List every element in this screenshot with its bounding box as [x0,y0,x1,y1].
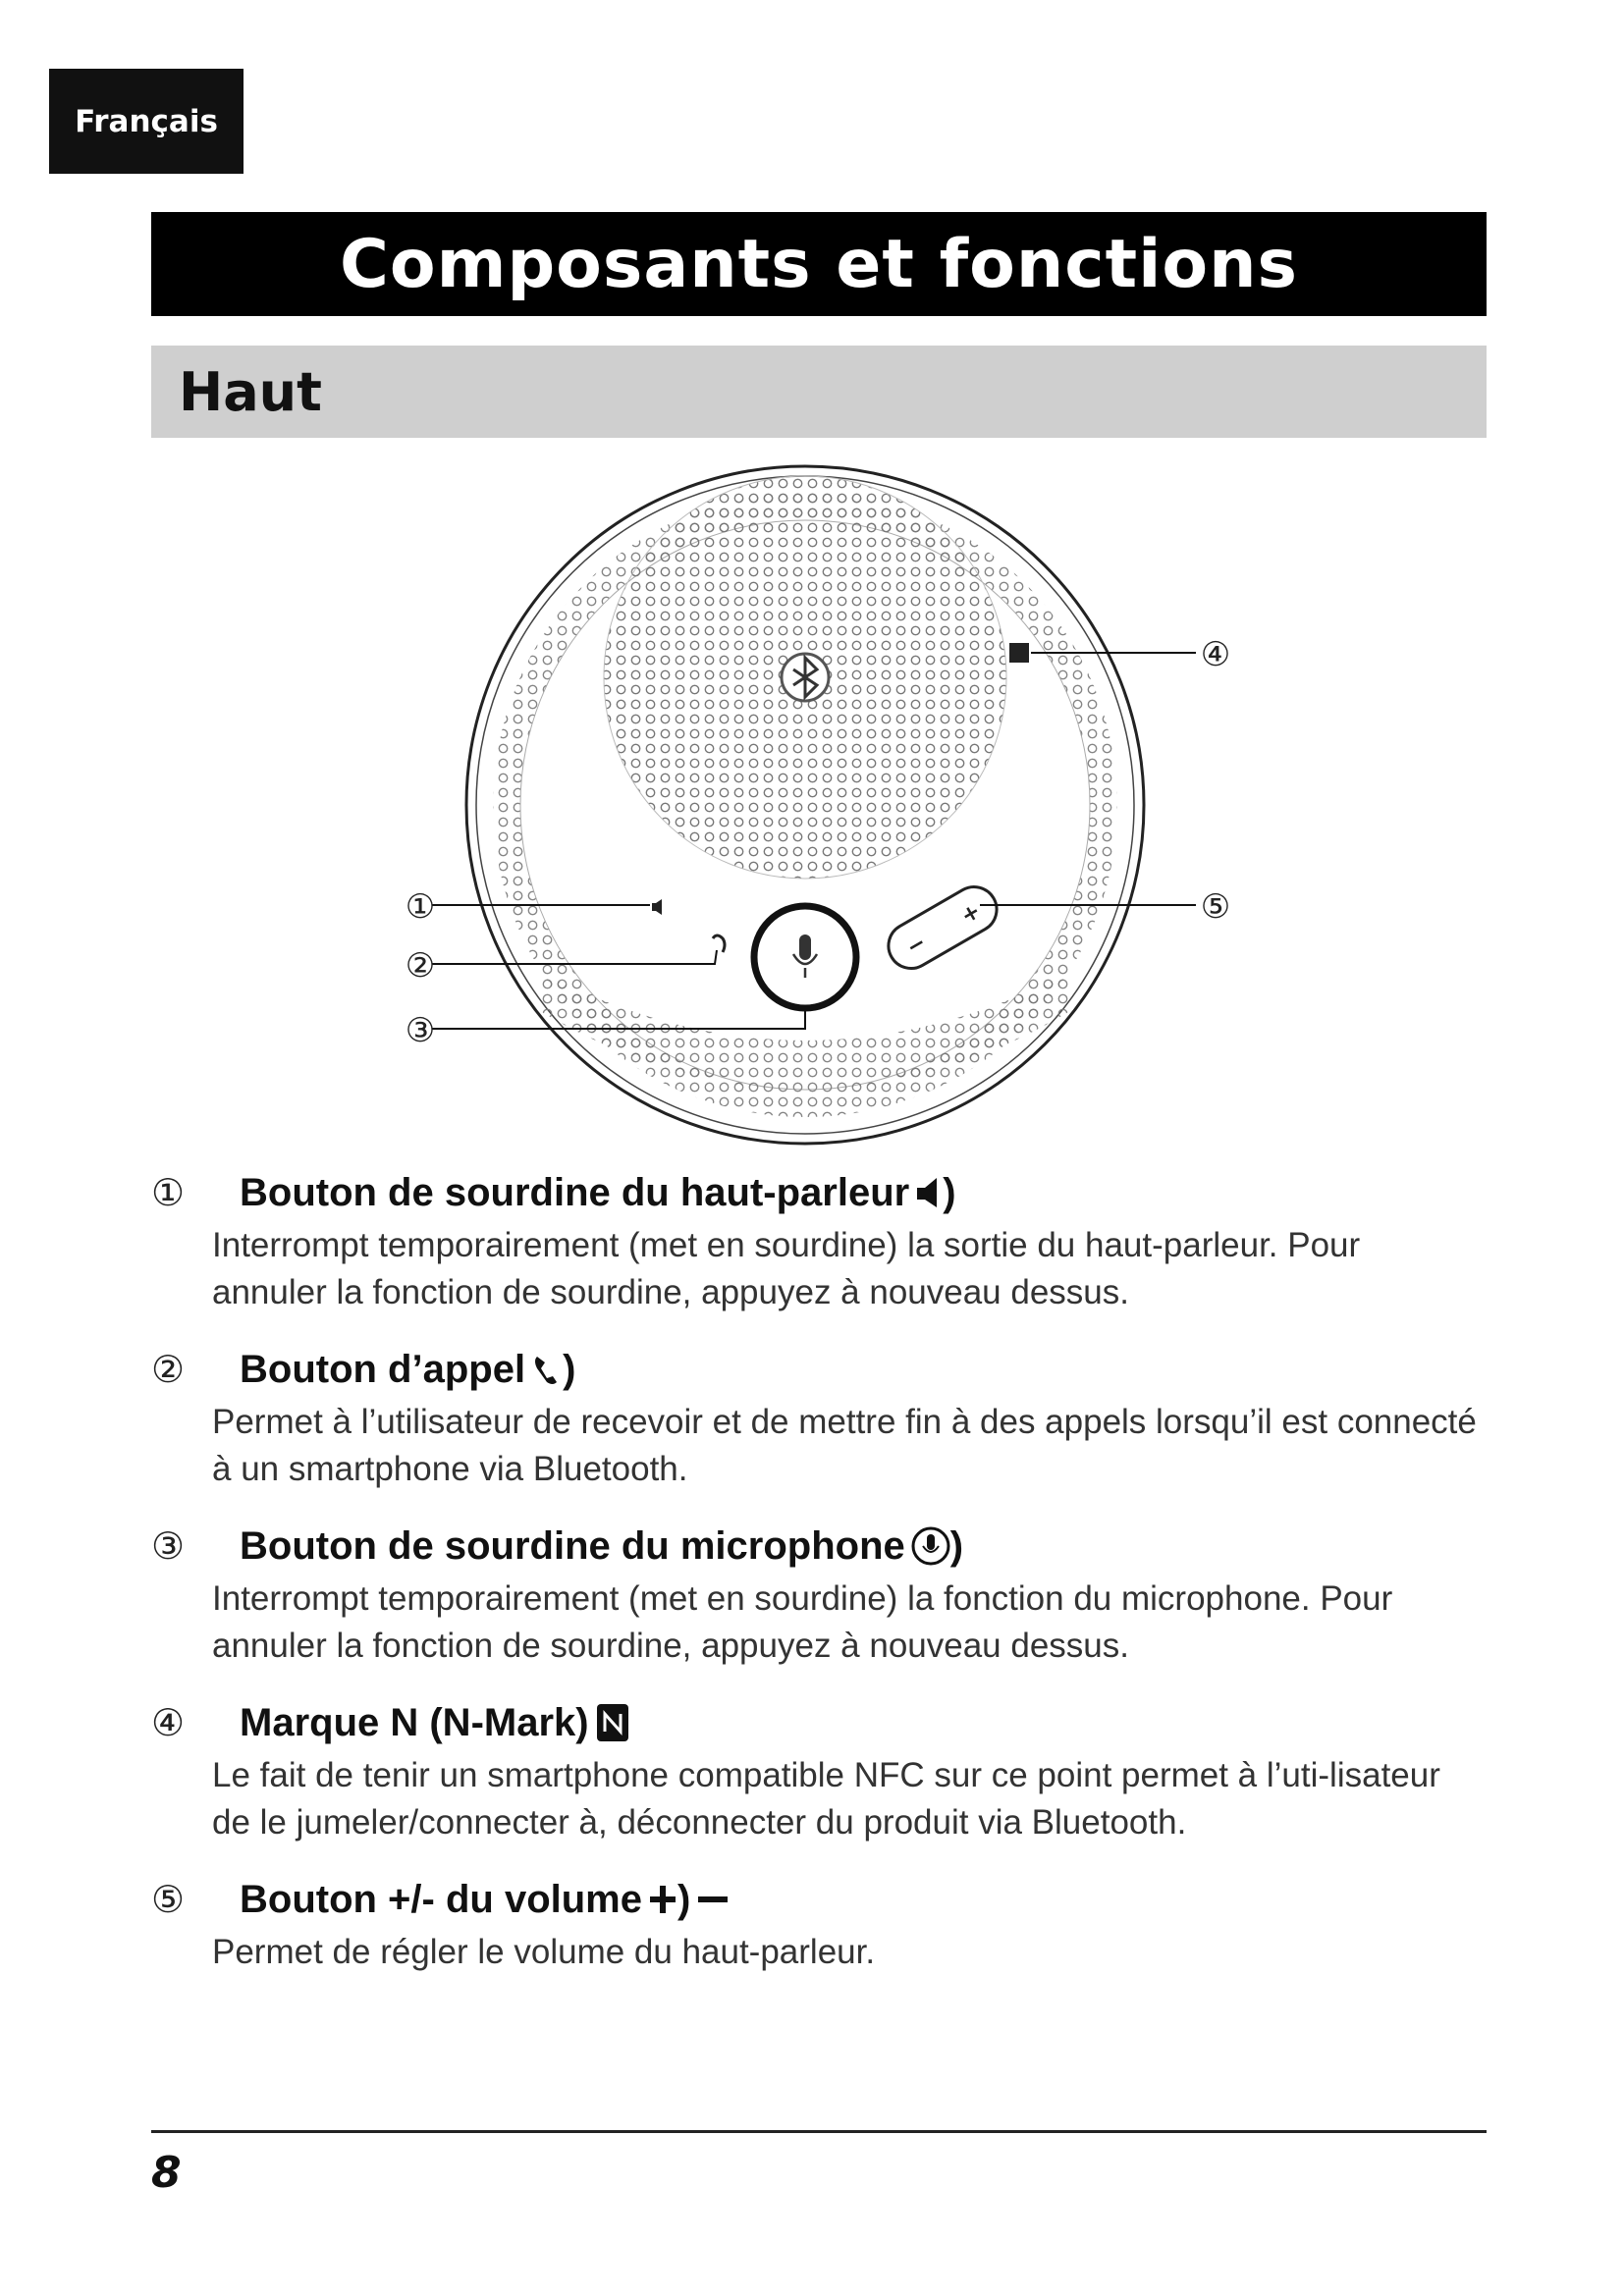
microphone-icon [911,1524,950,1568]
speaker-mute-icon [915,1174,943,1211]
n-mark-icon [595,1702,630,1743]
volume-minus-icon [696,1882,730,1917]
item-title-close: ) [563,1347,576,1391]
callout-2: ② [405,946,436,986]
item-number: ④ [151,1701,186,1744]
item-description: Permet de régler le volume du haut-parleur. [212,1933,876,1971]
list-item [151,1517,1487,1670]
item-number: ① [151,1171,186,1214]
item-title: Bouton de sourdine du haut-parleur [240,1170,910,1214]
item-number: ③ [151,1524,186,1568]
list-item [151,1870,1487,1976]
item-title-close: ) [943,1170,956,1214]
volume-minus-icon: − [902,930,931,961]
item-title: Bouton +/- du volume [240,1877,642,1921]
item-title-close: ) [949,1523,964,1568]
list-item [151,1340,1487,1493]
item-title: Marque N (N-Mark) [240,1700,589,1744]
callout-3: ③ [405,1011,436,1050]
section-heading: Haut [151,346,1487,438]
page-title: Composants et fonctions [151,212,1487,316]
n-mark-icon[interactable] [1009,643,1029,663]
list-item [151,1163,1487,1316]
item-description: Interrompt temporairement (met en sourdine) la fonction du microphone. Pour annuler la fonction de sourdine, appuyez à nouveau dessus. [212,1579,1393,1665]
callout-1: ① [405,887,436,927]
item-number: ⑤ [151,1878,186,1921]
item-title: Bouton de sourdine du microphone [240,1523,905,1568]
item-title-close: ) [677,1877,691,1921]
volume-plus-icon: + [956,898,986,930]
volume-plus-icon [648,1882,677,1917]
item-description: Permet à l’utilisateur de recevoir et de mettre fin à des appels lorsqu’il est connecté à un smartphone via Bluetooth. [212,1403,1477,1488]
item-description: Le fait de tenir un smartphone compatible NFC sur ce point permet à l’uti-lisateur de le jumeler/connecter à, déconnecter du produit via Bluetooth. [212,1756,1440,1842]
callout-4: ④ [1200,635,1231,674]
callout-5: ⑤ [1200,887,1231,927]
item-description: Interrompt temporairement (met en sourdine) la sortie du haut-parleur. Pour annuler la fonction de sourdine, appuyez à nouveau dessus. [212,1226,1361,1311]
item-number: ② [151,1348,186,1391]
list-item [151,1693,1487,1846]
language-tab: Français [49,69,244,174]
phone-icon [531,1351,563,1388]
component-list [151,1163,1487,2000]
item-title: Bouton d’appel [240,1347,526,1391]
speakerphone-top-diagram [393,461,1276,1148]
microphone-mute-button[interactable] [754,906,856,1008]
footer-divider [151,2130,1487,2133]
bluetooth-logo-icon [782,654,829,701]
page-number: 8 [151,2148,182,2198]
